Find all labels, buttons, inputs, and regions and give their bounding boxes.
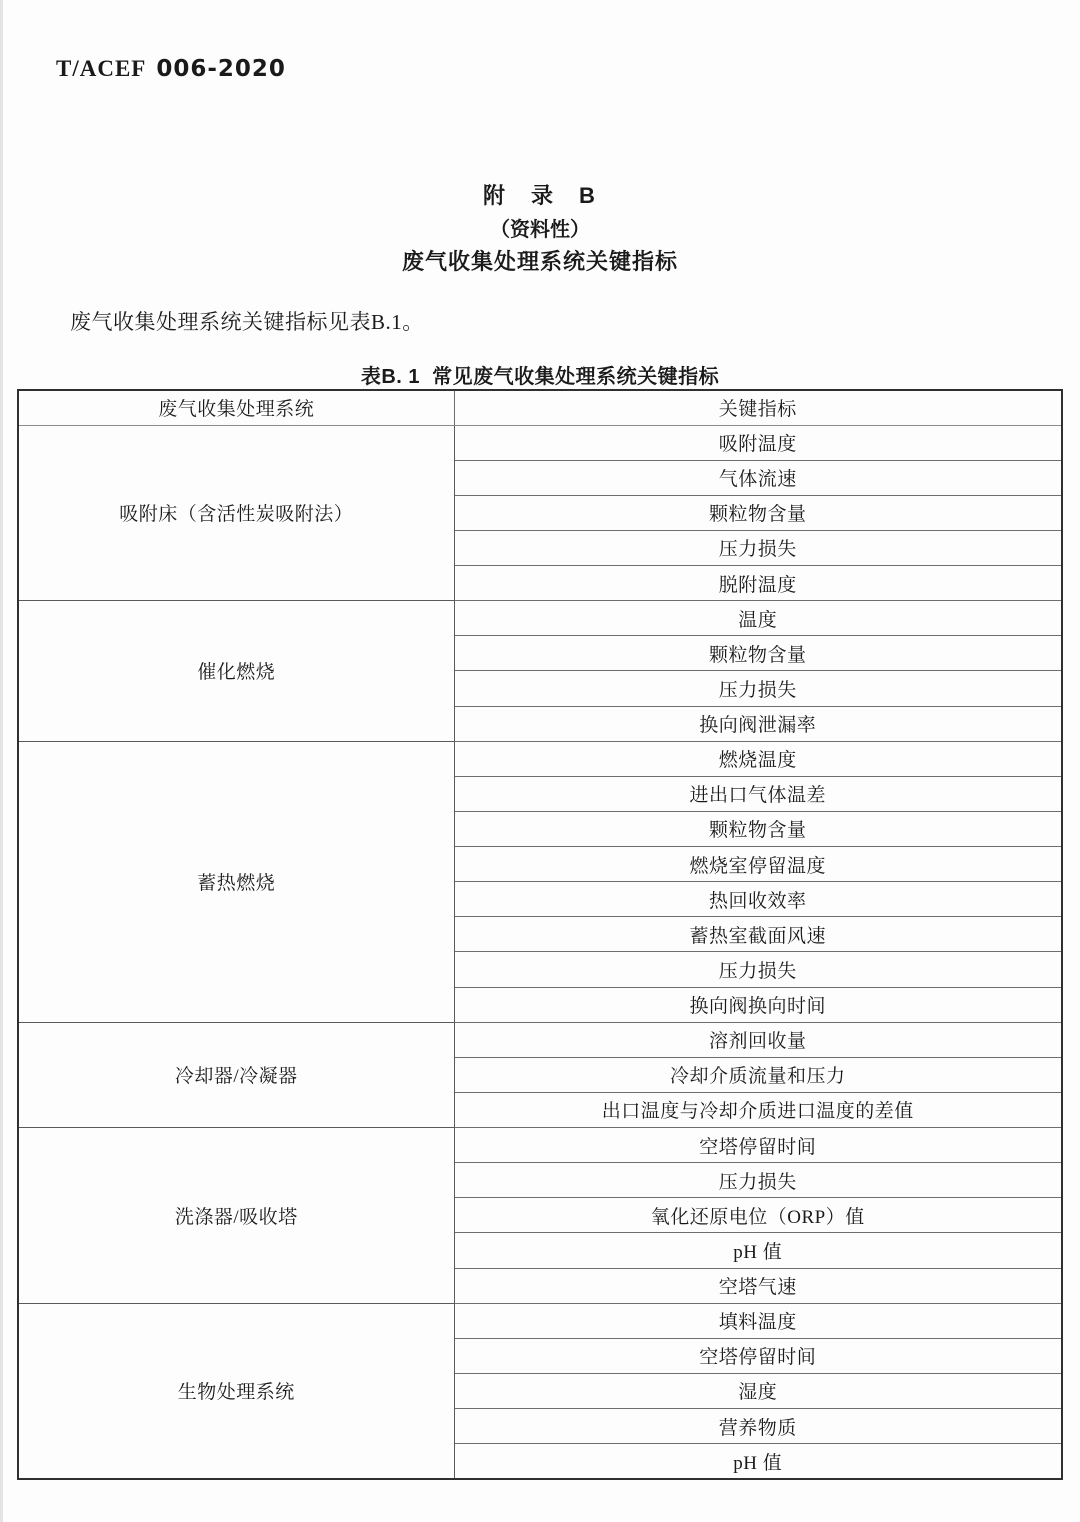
indicator-cell: 温度: [454, 601, 1062, 636]
table-caption: 表B. 1 常见废气收集处理系统关键指标: [360, 366, 720, 388]
appendix-informative-label: （资料性）: [490, 219, 590, 241]
indicator-cell: 压力损失: [454, 952, 1062, 987]
intro-paragraph: 废气收集处理系统关键指标见表B.1。: [70, 310, 424, 334]
appendix-subject: 废气收集处理系统关键指标: [401, 249, 678, 274]
col-header-system: 废气收集处理系统: [18, 390, 454, 425]
indicator-cell: 蓄热室截面风速: [454, 917, 1062, 952]
system-cell: 催化燃烧: [18, 601, 454, 742]
indicator-table-body: [18, 425, 1062, 1479]
indicator-cell: pH 值: [454, 1444, 1062, 1479]
indicator-cell: 颗粒物含量: [454, 495, 1062, 530]
indicator-cell: 换向阀泄漏率: [454, 706, 1062, 741]
indicator-cell: 气体流速: [454, 460, 1062, 495]
col-header-indicator: 关键指标: [454, 390, 1062, 425]
table-row: [18, 741, 1062, 776]
table-row: [18, 1128, 1062, 1163]
indicator-cell: 填料温度: [454, 1303, 1062, 1338]
table-row: [18, 1022, 1062, 1057]
indicator-cell: pH 值: [454, 1233, 1062, 1268]
table-row: [18, 1303, 1062, 1338]
system-cell: 吸附床（含活性炭吸附法）: [18, 425, 454, 601]
indicator-cell: 出口温度与冷却介质进口温度的差值: [454, 1092, 1062, 1127]
indicator-cell: 颗粒物含量: [454, 636, 1062, 671]
indicator-cell: 压力损失: [454, 671, 1062, 706]
appendix-title: 附 录 B: [483, 183, 597, 208]
indicator-cell: 颗粒物含量: [454, 811, 1062, 846]
table-row: [18, 425, 1062, 460]
indicator-cell: 冷却介质流量和压力: [454, 1057, 1062, 1092]
table-row: [18, 601, 1062, 636]
system-cell: 生物处理系统: [18, 1303, 454, 1479]
indicator-cell: 热回收效率: [454, 882, 1062, 917]
indicator-cell: 空塔停留时间: [454, 1338, 1062, 1373]
table-header-row: [18, 390, 1062, 425]
indicator-cell: 氧化还原电位（ORP）值: [454, 1198, 1062, 1233]
indicator-cell: 空塔气速: [454, 1268, 1062, 1303]
indicator-cell: 脱附温度: [454, 566, 1062, 601]
system-cell: 蓄热燃烧: [18, 741, 454, 1022]
indicator-cell: 进出口气体温差: [454, 776, 1062, 811]
system-cell: 洗涤器/吸收塔: [18, 1128, 454, 1304]
system-cell: 冷却器/冷凝器: [18, 1022, 454, 1127]
indicator-cell: 压力损失: [454, 530, 1062, 565]
doc-code-number: 006-2020: [156, 56, 286, 82]
indicator-cell: 空塔停留时间: [454, 1128, 1062, 1163]
indicator-cell: 吸附温度: [454, 425, 1062, 460]
indicator-cell: 湿度: [454, 1373, 1062, 1408]
indicator-cell: 压力损失: [454, 1163, 1062, 1198]
indicator-cell: 营养物质: [454, 1409, 1062, 1444]
doc-code-prefix: T/ACEF: [56, 56, 147, 81]
indicator-cell: 溶剂回收量: [454, 1022, 1062, 1057]
indicator-cell: 燃烧温度: [454, 741, 1062, 776]
indicator-cell: 燃烧室停留温度: [454, 847, 1062, 882]
doc-code: [33, 30, 286, 108]
indicator-table: [17, 389, 1063, 1480]
indicator-cell: 换向阀换向时间: [454, 987, 1062, 1022]
